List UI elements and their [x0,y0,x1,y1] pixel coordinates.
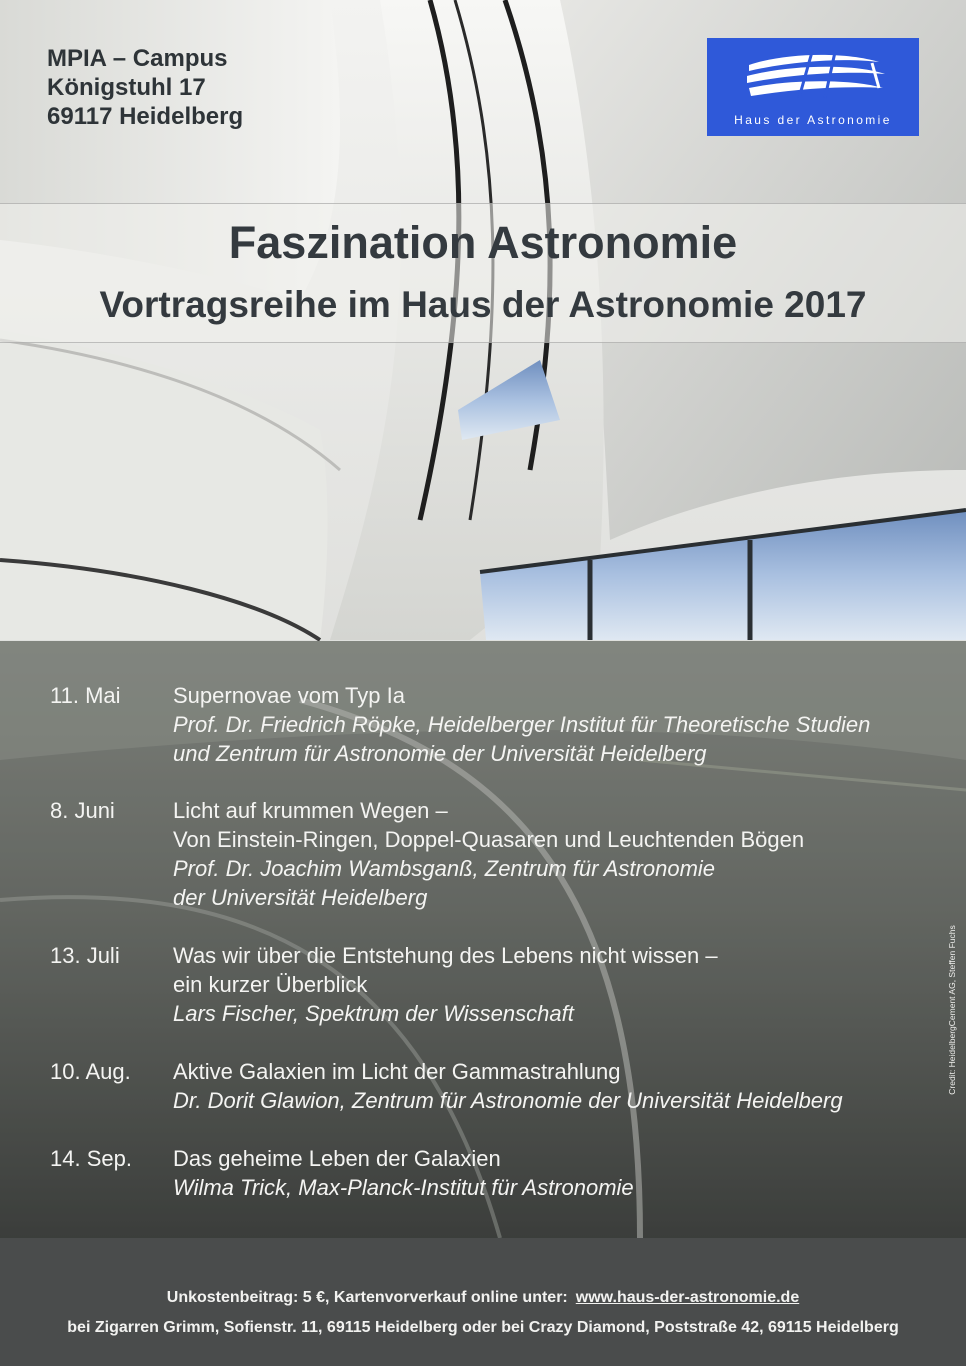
poster-title: Faszination Astronomie [228,217,738,268]
event-title: Das geheime Leben der Galaxien [173,1146,501,1171]
event-body [173,1144,933,1202]
event-title: Aktive Galaxien im Licht der Gammastrahlung [173,1059,621,1084]
event-speaker: der Universität Heidelberg [173,885,428,910]
event-speaker: Wilma Trick, Max-Planck-Institut für Astronomie [173,1175,634,1200]
event-speaker: Prof. Dr. Joachim Wambsganß, Zentrum für Astronomie [173,856,716,881]
event-title: Was wir über die Entstehung des Lebens nicht wissen – [173,943,718,968]
address-line-3: 69117 Heidelberg [47,103,244,130]
event-date: 11. Mai [50,683,121,708]
event-date: 8. Juni [50,798,115,823]
event-body [173,796,933,912]
event-date: 14. Sep. [50,1146,132,1171]
event-title: Licht auf krummen Wegen – [173,798,448,823]
haus-der-astronomie-logo [707,38,919,136]
event-title: ein kurzer Überblick [173,972,368,997]
ticket-info [0,1287,966,1309]
price-text: Unkostenbeitrag: 5 €, Kartenvorverkauf online unter: [166,1289,568,1306]
address-line-1: MPIA – Campus [47,45,228,72]
ticket-vendors: bei Zigarren Grimm, Sofienstr. 11, 69115 Heidelberg oder bei Crazy Diamond, Poststraße 42, 69115 Heidelberg [67,1319,899,1336]
venue-address [47,44,243,131]
event-body [173,1057,933,1115]
event-title: Supernovae vom Typ Ia [173,683,405,708]
event-title: Von Einstein-Ringen, Doppel-Quasaren und Leuchtenden Bögen [173,827,805,852]
website-link[interactable]: www.haus-der-astronomie.de [575,1289,800,1306]
event-speaker: und Zentrum für Astronomie der Universität Heidelberg [173,741,707,766]
lecture-schedule [0,641,966,1238]
event-speaker: Prof. Dr. Friedrich Röpke, Heidelberger Institut für Theoretische Studien [173,712,871,737]
event-speaker: Lars Fischer, Spektrum der Wissenschaft [173,1001,574,1026]
event-date: 10. Aug. [50,1059,131,1084]
galaxy-logo-icon [707,38,919,113]
event-date: 13. Juli [50,943,120,968]
logo-caption: Haus der Astronomie [734,113,892,127]
event-speaker: Dr. Dorit Glawion, Zentrum für Astronomie der Universität Heidelberg [173,1088,843,1113]
event-body [173,941,933,1028]
photo-credit: Credit: HeidelbergCement AG, Steffen Fuchs [947,925,957,1095]
poster-subtitle: Vortragsreihe im Haus der Astronomie 2017 [99,284,867,325]
event-body [173,681,933,768]
address-line-2: Königstuhl 17 [47,74,206,101]
